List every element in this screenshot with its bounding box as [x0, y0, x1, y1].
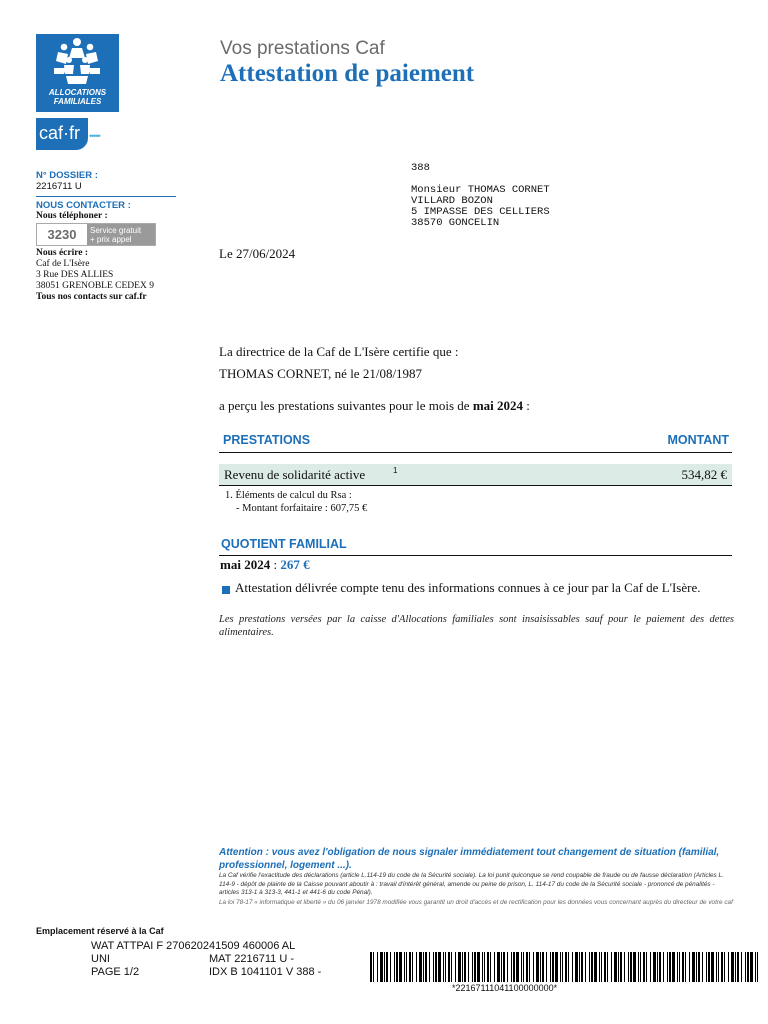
barcode [370, 952, 762, 986]
received-statement [219, 398, 530, 414]
beneficiary: THOMAS CORNET, né le 21/08/1987 [219, 366, 423, 381]
prestation-note: 1 [393, 466, 398, 475]
phone-tag-line2: + prix appel [90, 235, 132, 244]
footer-mat: MAT 2216711 U - [209, 953, 294, 965]
recipient-line: 5 IMPASSE DES CELLIERS [411, 206, 550, 218]
caf-address-line: 3 Rue DES ALLIES [36, 270, 114, 280]
logo-text-familiales: FAMILIALES [53, 97, 102, 106]
quotient-title: QUOTIENT FAMILIAL [221, 537, 347, 551]
logo-dots: ••••• [89, 131, 100, 141]
received-prefix: a perçu les prestations suivantes pour le mois de [219, 398, 473, 413]
phone-number: 3230 [47, 227, 77, 242]
received-month: mai 2024 [472, 398, 524, 413]
quotient-separator: : [270, 557, 281, 572]
family-figures-icon [36, 34, 119, 88]
phone-label: Nous téléphoner : [36, 211, 108, 221]
quotient-value: 267 € [280, 557, 310, 572]
notice-main: Attestation délivrée compte tenu des informations connues à ce jour par la Caf de L'Isère. [235, 580, 701, 595]
quotient-header [219, 536, 732, 556]
logo-text-allocations: ALLOCATIONS [48, 88, 107, 97]
quotient-line [220, 557, 310, 573]
footer-code-line: UNI [91, 953, 110, 965]
received-suffix: : [523, 398, 530, 413]
footnote-title: 1. Éléments de calcul du Rsa : [225, 490, 352, 501]
barcode-text: *22167111041100000000* [452, 983, 558, 993]
warning-legal: La Caf vérifie l'exactitude des déclarations (article L.114-19 du code de la Sécurité sociale). La loi punit quiconque se rend coupable de fraude ou de fausse déclaration (Articles L. 114-9 - dépôt de plainte de la Caisse pouvant aboutir à : travail d'intérêt général, amende ou peine de prison, L. 114-17 du code de la Sécurité sociale - prononcé de pénalités - articles 313-1 à 313-3, 441-1 et 441-6 du code Pénal). [219, 872, 724, 897]
quotient-month: mai 2024 [220, 557, 271, 572]
recipient-line: VILLARD BOZON [411, 195, 493, 207]
table-header [219, 431, 732, 453]
recipient-line: Monsieur THOMAS CORNET [411, 184, 550, 196]
footnote-detail: - Montant forfaitaire : 607,75 € [236, 503, 368, 514]
logo-family-emblem [36, 34, 119, 112]
caf-address-line: 38051 GRENOBLE CEDEX 9 [36, 281, 154, 291]
recipient-code: 388 [411, 162, 430, 174]
footer-code-line: PAGE 1/2 [91, 966, 140, 978]
phone-tag-line1: Service gratuit [90, 226, 142, 235]
phone-number-badge[interactable] [36, 223, 156, 246]
footer-idx: IDX B 1041101 V 388 - [209, 966, 322, 978]
logo-caf-fr: caf·fr [36, 118, 88, 150]
footer-code-line: WAT ATTPAI F 270620241509 460006 AL [91, 940, 296, 952]
prestation-amount: 534,82 € [681, 467, 727, 482]
header-subtitle: Vos prestations Caf [220, 38, 385, 59]
warning-privacy: La loi 78-17 « informatique et liberté » du 06 janvier 1978 modifiée vous garantit un droit d'accès et de rectification pour les données vous concernant auprès du directeur de votre caf [219, 899, 733, 906]
contact-label: NOUS CONTACTER : [36, 200, 131, 211]
reserved-label: Emplacement réservé à la Caf [36, 926, 164, 936]
dossier-value: 2216711 U [36, 181, 82, 192]
recipient-line: 38570 GONCELIN [411, 217, 500, 229]
certify-statement: La directrice de la Caf de L'Isère certifie que : [219, 344, 459, 359]
col-montant: MONTANT [667, 433, 729, 447]
write-label: Nous écrire : [36, 248, 89, 258]
caf-address-line: Caf de L'Isère [36, 259, 90, 269]
contacts-link[interactable]: Tous nos contacts sur caf.fr [36, 292, 147, 302]
dossier-label: N° DOSSIER : [36, 170, 98, 181]
notice-italic: Les prestations versées par la caisse d'Allocations familiales sont insaisissables sauf pour le paiement des dettes alimentaires. [219, 614, 734, 638]
document-date: Le 27/06/2024 [219, 246, 296, 261]
phone-tariff-tag [87, 224, 155, 245]
prestation-label: Revenu de solidarité active [224, 467, 366, 482]
warning-title: Attention : vous avez l'obligation de nous signaler immédiatement tout changement de situation (familial, professionnel, logement ...). [219, 847, 720, 871]
table-row [219, 464, 732, 486]
caf-logo [36, 34, 119, 154]
sidebar-divider [36, 196, 176, 197]
page-title: Attestation de paiement [220, 60, 475, 87]
col-prestations: PRESTATIONS [223, 433, 311, 447]
